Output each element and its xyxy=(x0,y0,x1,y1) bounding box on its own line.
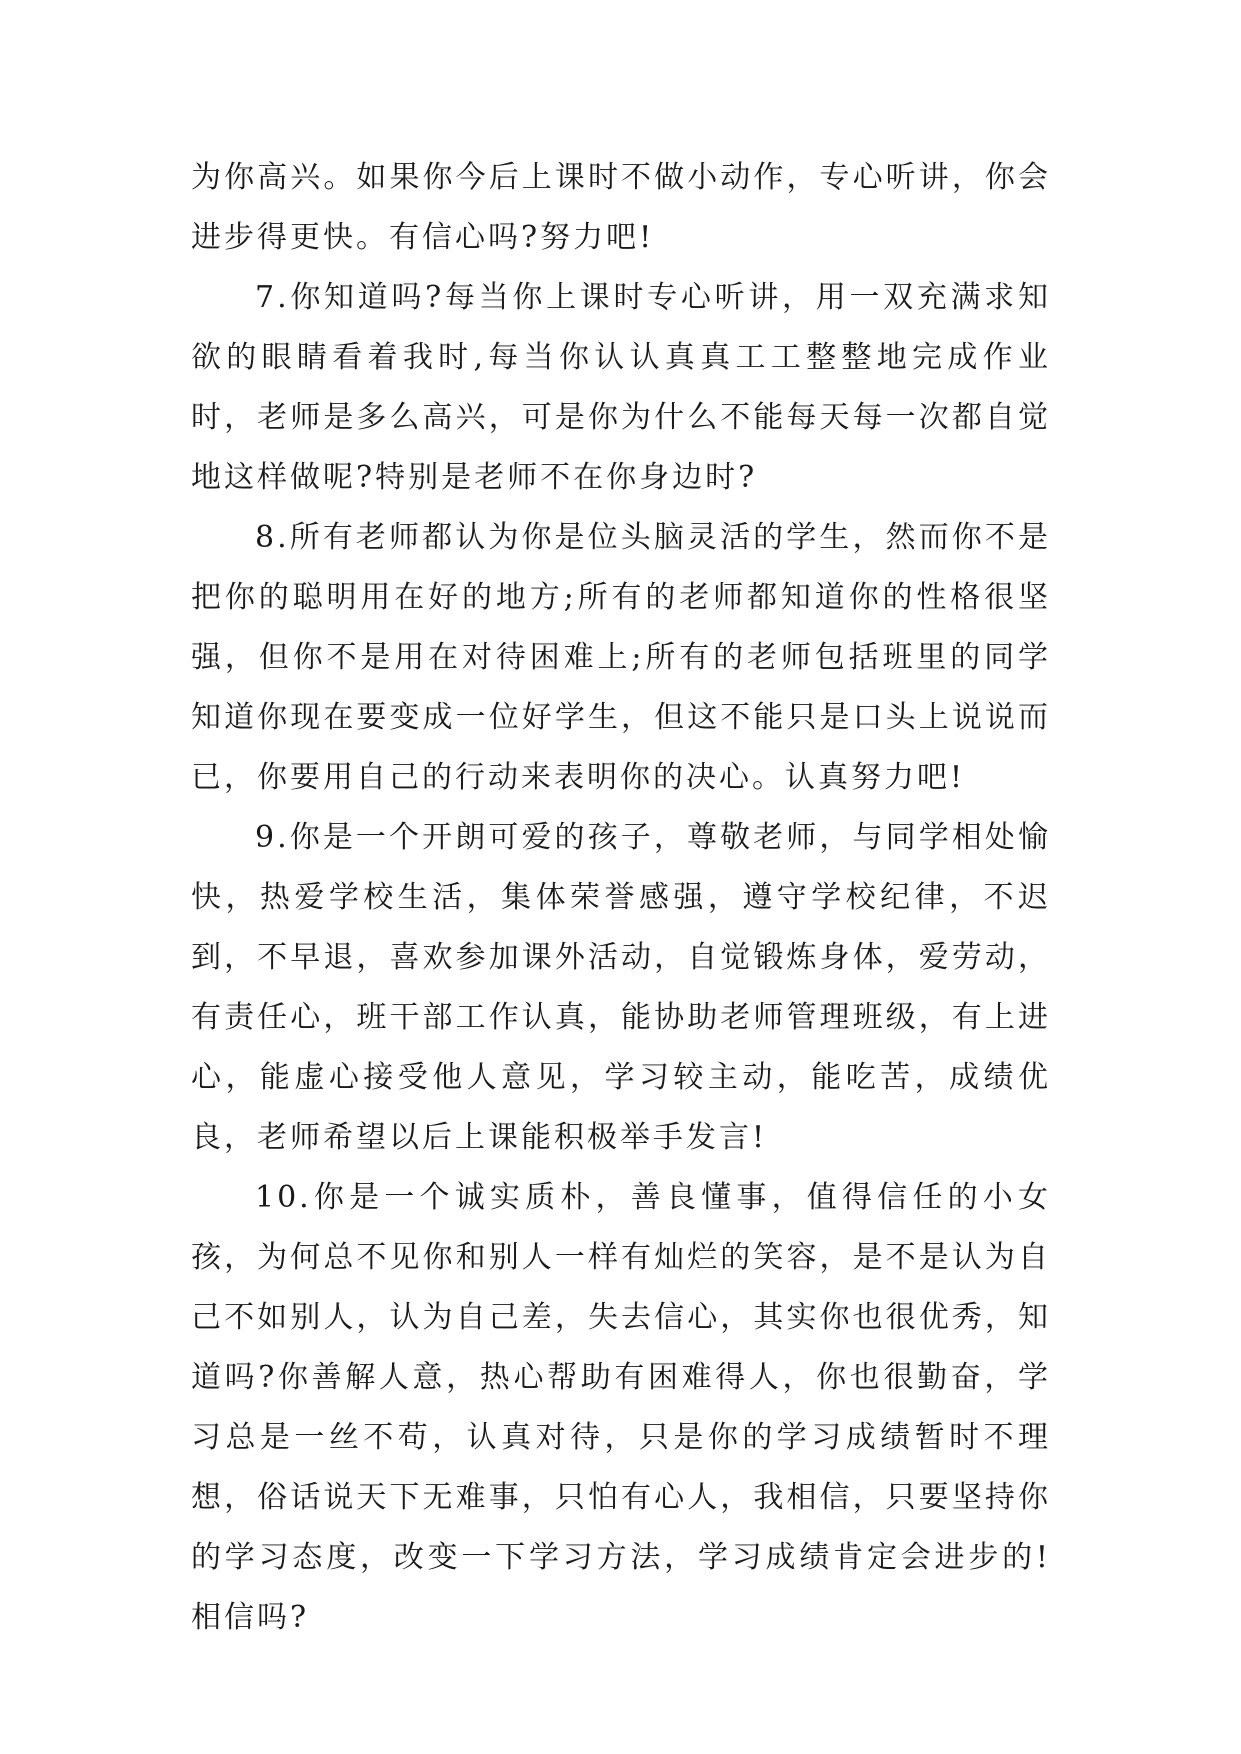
paragraph-comment-8: 8.所有老师都认为你是位头脑灵活的学生，然而你不是把你的聪明用在好的地方;所有的老师都知道你的性格很坚强，但你不是用在对待困难上;所有的老师包括班里的同学知道你现在要变成一位好学生，但这不能只是口头上说说而已，你要用自己的行动来表明你的决心。认真努力吧! xyxy=(191,520,1051,795)
paragraph-comment-7: 7.你知道吗?每当你上课时专心听讲，用一双充满求知欲的眼睛看着我时,每当你认认真真工工整整地完成作业时，老师是多么高兴，可是你为什么不能每天每一次都自觉地这样做呢?特别是老师不在你身边时? xyxy=(191,280,1051,495)
paragraph-comment-9: 9.你是一个开朗可爱的孩子，尊敬老师，与同学相处愉快，热爱学校生活，集体荣誉感强，遵守学校纪律，不迟到，不早退，喜欢参加课外活动，自觉锻炼身体，爱劳动，有责任心，班干部工作认真，能协助老师管理班级，有上进心，能虚心接受他人意见，学习较主动，能吃苦，成绩优良，老师希望以后上课能积极举手发言! xyxy=(191,820,1051,1155)
paragraph-continuation: 为你高兴。如果你今后上课时不做小动作，专心听讲，你会进步得更快。有信心吗?努力吧! xyxy=(191,160,1051,255)
paragraph-comment-10: 10.你是一个诚实质朴，善良懂事，值得信任的小女孩，为何总不见你和别人一样有灿烂的笑容，是不是认为自己不如别人，认为自己差，失去信心，其实你也很优秀，知道吗?你善解人意，热心帮助有困难得人，你也很勤奋，学习总是一丝不苟，认真对待，只是你的学习成绩暂时不理想，俗话说天下无难事，只怕有心人，我相信，只要坚持你的学习态度，改变一下学习方法，学习成绩肯定会进步的!相信吗? xyxy=(191,1180,1051,1635)
document-page xyxy=(191,148,1051,1648)
